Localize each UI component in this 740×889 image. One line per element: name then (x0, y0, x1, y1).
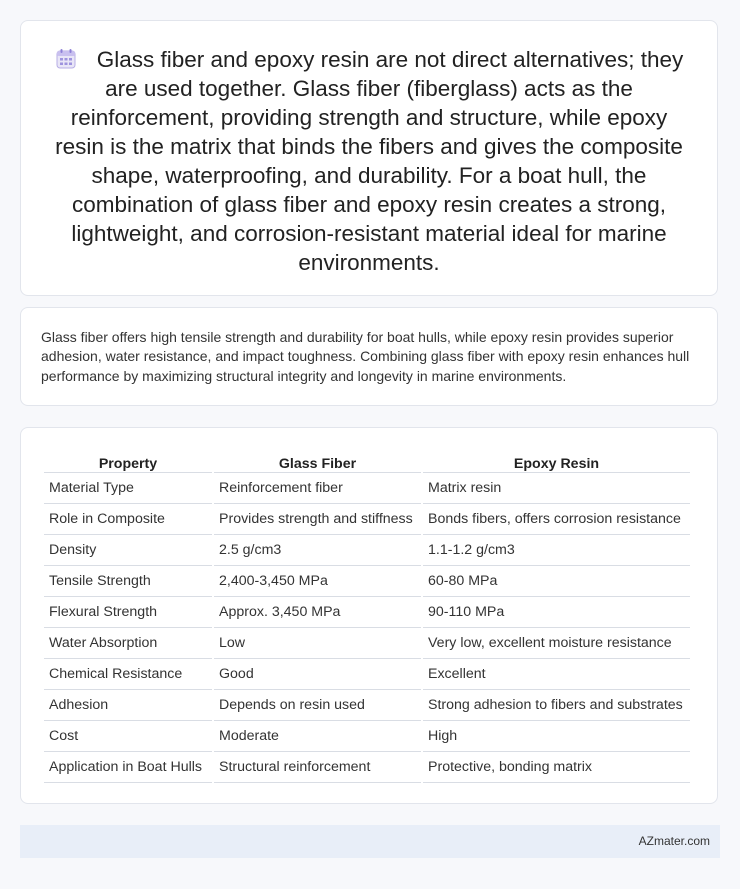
headline-text: Glass fiber and epoxy resin are not direct alternatives; they are used together. Glass fiber (fiberglass) acts as the reinforcement, providing strength and structure, while epoxy resin is the matrix that binds the fibers and gives the composite shape, waterproofing, and durability. For a boat hull, the combination of glass fiber and epoxy resin creates a strong, lightweight, and corrosion-resistant material ideal for marine environments. (55, 47, 684, 275)
table-row (44, 566, 690, 597)
table-cell: Approx. 3,450 MPa (214, 597, 421, 628)
column-header-epoxy-resin: Epoxy Resin (423, 448, 690, 473)
table-row (44, 690, 690, 721)
summary-card (20, 307, 718, 406)
table-cell: High (423, 721, 690, 752)
table-cell: Material Type (44, 473, 212, 504)
table-cell: 2.5 g/cm3 (214, 535, 421, 566)
table-cell: Tensile Strength (44, 566, 212, 597)
comparison-card (20, 427, 718, 804)
table-row (44, 535, 690, 566)
table-cell: 1.1-1.2 g/cm3 (423, 535, 690, 566)
table-body (44, 473, 690, 783)
table-cell: Cost (44, 721, 212, 752)
table-row (44, 628, 690, 659)
headline-card (20, 20, 718, 296)
footer-brand[interactable]: AZmater.com (638, 834, 710, 848)
column-header-property: Property (44, 448, 212, 473)
table-cell: Bonds fibers, offers corrosion resistance (423, 504, 690, 535)
table-cell: Application in Boat Hulls (44, 752, 212, 783)
table-cell: 90-110 MPa (423, 597, 690, 628)
table-cell: 2,400-3,450 MPa (214, 566, 421, 597)
table-row (44, 504, 690, 535)
table-cell: Chemical Resistance (44, 659, 212, 690)
footer (20, 825, 720, 858)
table-cell: Low (214, 628, 421, 659)
column-header-glass-fiber: Glass Fiber (214, 448, 421, 473)
table-cell: Water Absorption (44, 628, 212, 659)
table-header-row (44, 448, 690, 473)
table-cell: Adhesion (44, 690, 212, 721)
table-cell: Very low, excellent moisture resistance (423, 628, 690, 659)
table-cell: Depends on resin used (214, 690, 421, 721)
table-cell: Matrix resin (423, 473, 690, 504)
table-cell: Protective, bonding matrix (423, 752, 690, 783)
table-cell: Flexural Strength (44, 597, 212, 628)
table-cell: Good (214, 659, 421, 690)
table-row (44, 752, 690, 783)
table-row (44, 473, 690, 504)
table-cell: Reinforcement fiber (214, 473, 421, 504)
headline (21, 21, 717, 277)
table-cell: Role in Composite (44, 504, 212, 535)
comparison-table (42, 448, 692, 783)
calendar-icon (55, 48, 77, 70)
table-cell: Provides strength and stiffness (214, 504, 421, 535)
summary-text: Glass fiber offers high tensile strength and durability for boat hulls, while epoxy resin provides superior adhesion, water resistance, and impact toughness. Combining glass fiber with epoxy resin enhances hull performance by maximizing structural integrity and longevity in marine environments. (41, 329, 690, 384)
table-cell: Moderate (214, 721, 421, 752)
table-cell: Density (44, 535, 212, 566)
table-row (44, 659, 690, 690)
table-cell: Excellent (423, 659, 690, 690)
table-cell: Structural reinforcement (214, 752, 421, 783)
table-cell: Strong adhesion to fibers and substrates (423, 690, 690, 721)
table-cell: 60-80 MPa (423, 566, 690, 597)
table-row (44, 597, 690, 628)
table-row (44, 721, 690, 752)
